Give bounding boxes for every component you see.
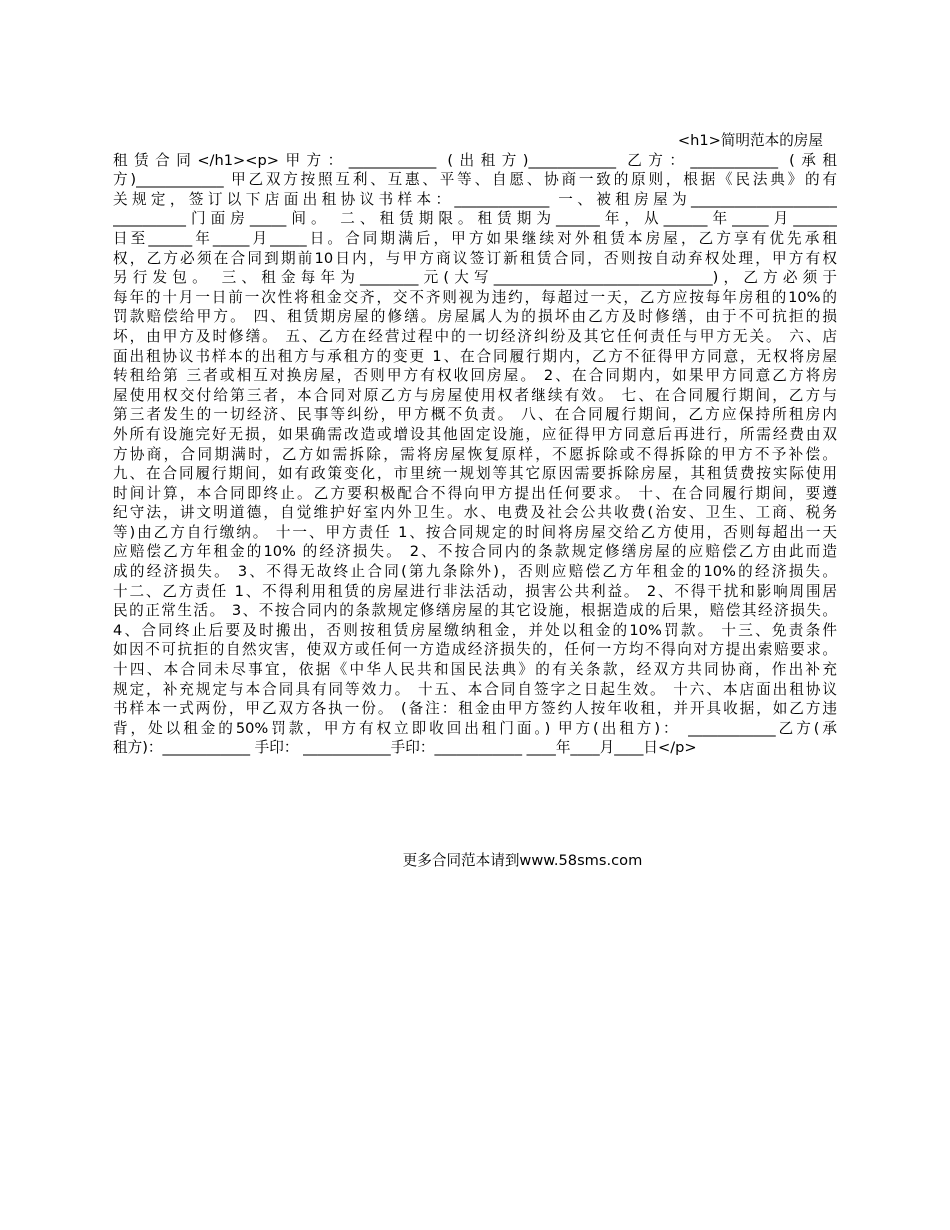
text-line: 关规定，签订以下店面出租协议书样本：_____________ 一、被租房屋为____________________ (113, 190, 837, 208)
text-line: 方协商，合同期满时，乙方如需拆除，需将房屋恢复原样，不愿拆除或不得拆除的甲方不予补偿。 (113, 445, 837, 463)
text-line: 坏，由甲方及时修缮。 五、乙方在经营过程中的一切经济纠纷及其它任何责任与甲方无关。 六、店 (113, 327, 837, 345)
text-line: 民的正常生活。 3、不按合同内的条款规定修缮房屋的其它设施，根据造成的后果，赔偿其经济损失。 (113, 602, 837, 620)
text-line: 书样本一式两份，甲乙双方各执一份。 (备注：租金由甲方签约人按年收租，并开具收据，如乙方违 (113, 700, 837, 718)
text-line: 权，乙方必须在合同到期前10日内，与甲方商议签订新租赁合同，否则按自动弃权处理，甲方有权 (113, 249, 837, 267)
text-line: 转租给第 三者或相互对换房屋，否则甲方有权收回房屋。 2、在合同期内，如果甲方同意乙方将房 (113, 367, 837, 385)
text-line: 方)____________ 甲乙双方按照互利、互惠、平等、自愿、协商一致的原则，根据《民法典》的有 (113, 171, 837, 189)
text-line: 租方)：____________ 手印： ____________手印：____________ ____年____月____日</p> (113, 739, 697, 757)
text-line: 纪守法，讲文明道德，自觉维护好室内外卫生。水、电费及社会公共收费(治安、卫生、工商、税务 (113, 504, 837, 522)
text-line: 规定，补充规定与本合同具有同等效力。 十五、本合同自签字之日起生效。 十六、本店面出租协议 (113, 680, 837, 698)
text-line: 时间计算，本合同即终止。乙方要积极配合不得向甲方提出任何要求。 十、在合同履行期间，要遵 (113, 484, 837, 502)
text-line: 屋使用权交付给第三者，本合同对原乙方与房屋使用权者继续有效。 七、在合同履行期间，乙方与 (113, 386, 837, 404)
text-line: 另行发包。 三、租金每年为________元(大写______________________________)，乙方必须于 (113, 269, 837, 287)
text-line: 九、在合同履行期间，如有政策变化，市里统一规划等其它原因需要拆除房屋，其租赁费按实际使用 (113, 465, 837, 483)
text-line: 等)由乙方自行缴纳。 十一、甲方责任 1、按合同规定的时间将房屋交给乙方使用，否则每超出一天 (113, 523, 837, 541)
text-line: 每年的十月一日前一次性将租金交齐，交不齐则视为违约，每超过一天，乙方应按每年房租的10%的 (113, 288, 837, 306)
text-line: 如因不可抗拒的自然灾害，使双方或任何一方造成经济损失的，任何一方均不得向对方提出索赔要求。 (113, 641, 837, 659)
text-line: 应赔偿乙方年租金的10% 的经济损失。 2、不按合同内的条款规定修缮房屋的应赔偿乙方由此而造 (113, 543, 837, 561)
text-line: 面出租协议书样本的出租方与承租方的变更 1、在合同履行期内，乙方不征得甲方同意，无权将房屋 (113, 347, 837, 365)
text-line: 4、合同终止后要及时搬出，否则按租赁房屋缴纳租金，并处以租金的10%罚款。 十三、免责条件 (113, 621, 837, 639)
text-line: 外所有设施完好无损，如果确需改造或增设其他固定设施，应征得甲方同意后再进行，所需经费由双 (113, 425, 837, 443)
contract-body (113, 131, 837, 758)
text-line: 罚款赔偿给甲方。 四、租赁期房屋的修缮。房屋属人为的损坏由乙方及时修缮，由于不可抗拒的损 (113, 308, 837, 326)
text-line: 成的经济损失。 3、不得无故终止合同(第九条除外)，否则应赔偿乙方年租金的10%的经济损失。 (113, 563, 837, 581)
text-line: 租赁合同</h1><p>甲方：____________ (出租方)____________ 乙方：____________ (承租 (113, 151, 837, 169)
text-line: 日至______年_____月_____日。合同期满后，甲方如果继续对外租赁本房屋，乙方享有优先承租 (113, 229, 837, 247)
text-line: 第三者发生的一切经济、民事等纠纷，甲方概不负责。 八、在合同履行期间，乙方应保持所租房内 (113, 406, 837, 424)
text-line: 背，处以租金的50%罚款，甲方有权立即收回出租门面。) 甲方(出租方)： ____________乙方(承 (113, 719, 837, 737)
text-line: 十四、本合同未尽事宜，依据《中华人民共和国民法典》的有关条款，经双方共同协商，作出补充 (113, 661, 837, 679)
footer-link-text: 更多合同范本请到www.58sms.com (402, 852, 643, 869)
text-line: 十二、乙方责任 1、不得利用租赁的房屋进行非法活动，损害公共利益。 2、不得干扰和影响周围居 (113, 582, 837, 600)
text-line: __________门面房_____间。 二、租赁期限。租赁期为______年，从______年_____月______ (113, 210, 837, 228)
text-line: <h1>简明范本的房屋 (677, 132, 823, 149)
